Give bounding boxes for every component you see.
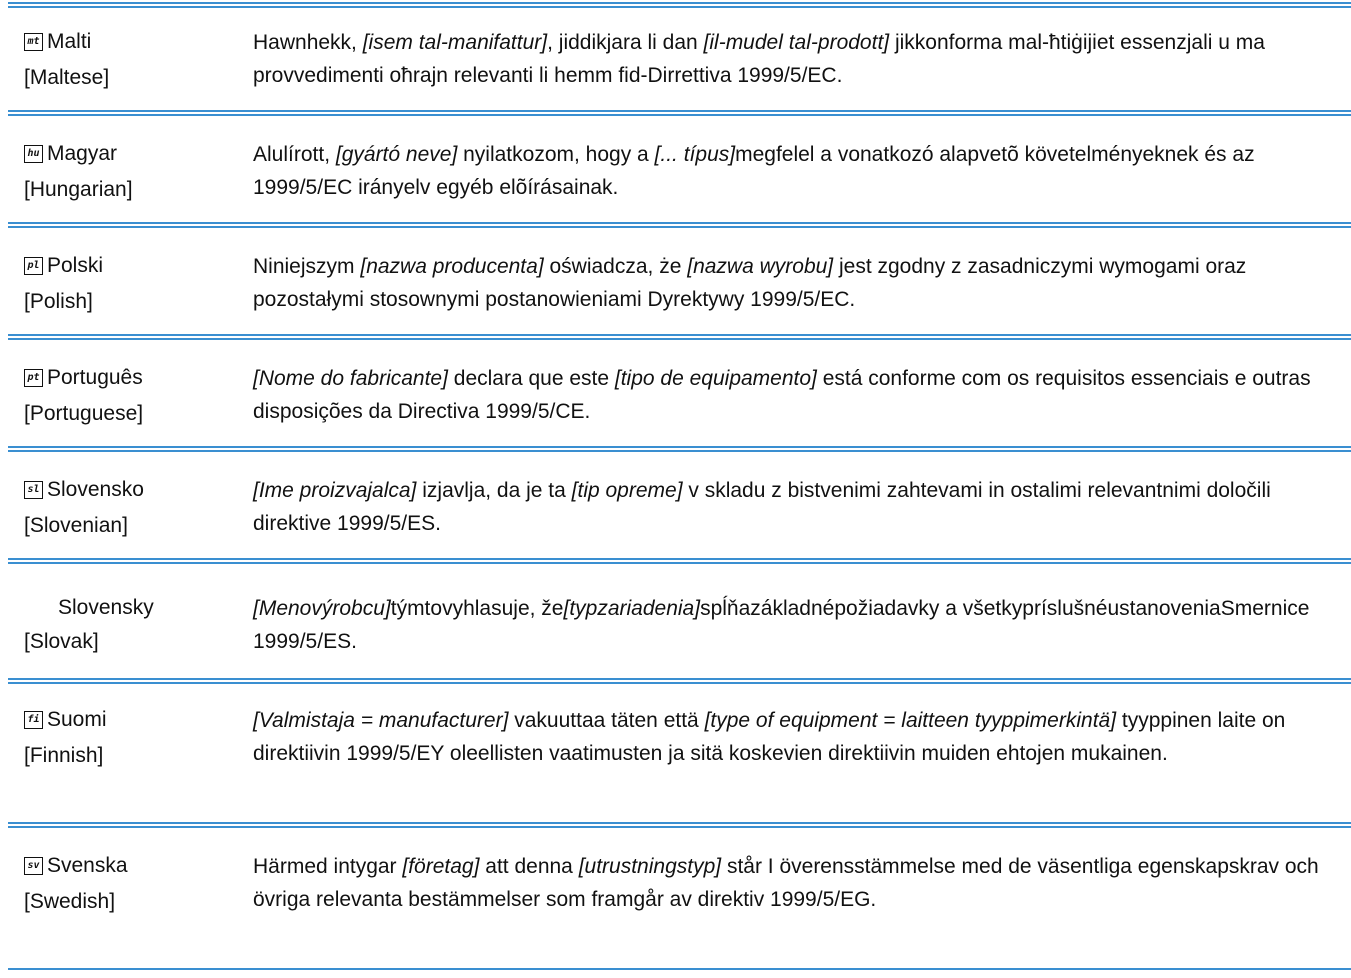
text-segment: spĺňazákladnépožiadavky a všetkypríslušnéustanoveniaSmernice 1999/5/ES.: [253, 597, 1310, 653]
text-segment: izjavlja, da je ta: [416, 479, 572, 502]
declaration-text: [253, 26, 1333, 92]
language-english: [Finnish]: [24, 744, 104, 767]
declaration-text: [253, 362, 1333, 428]
bottom-divider: [8, 966, 1351, 972]
declaration-text: [253, 850, 1333, 916]
language-english: [Slovenian]: [24, 514, 128, 537]
placeholder-text: [nazwa producenta]: [360, 255, 544, 278]
placeholder-text: [företag]: [402, 855, 480, 878]
placeholder-text: [Menovýrobcu]: [253, 597, 391, 620]
text-segment: jest zgodny z zasadniczymi wymogami oraz pozostałymi stosownymi postanowieniami Dyrektywy 1999/5/EC.: [253, 255, 1247, 311]
placeholder-text: [isem tal-manifattur]: [362, 31, 548, 54]
text-segment: týmtovyhlasuje, že: [390, 597, 564, 620]
declaration-text: [253, 474, 1333, 540]
placeholder-text: [nazwa wyrobu]: [687, 255, 834, 278]
language-cell: [24, 474, 234, 542]
text-segment: jikkonforma mal-ħtiġijiet essenzjali u ma provvedimenti oħrajn relevanti li hemm fid-Dirrettiva 1999/5/EC.: [253, 31, 1265, 87]
placeholder-text: [Ime proizvajalca]: [253, 479, 417, 502]
language-cell: [24, 704, 234, 772]
language-english: [Slovak]: [24, 630, 99, 653]
language-english: [Maltese]: [24, 66, 110, 89]
language-name: Svenska: [47, 854, 128, 877]
language-cell: [24, 850, 234, 918]
declaration-text: [253, 138, 1333, 204]
sl-flag-icon: sl: [24, 481, 43, 499]
language-name: Suomi: [47, 708, 107, 731]
row-divider: [8, 110, 1351, 116]
row-divider: [8, 222, 1351, 228]
placeholder-text: [tipo de equipamento]: [614, 367, 817, 390]
placeholder-text: [Nome do fabricante]: [253, 367, 448, 390]
hu-flag-icon: hu: [24, 145, 43, 163]
row-divider: [8, 822, 1351, 828]
language-name: Português: [47, 366, 143, 389]
row-divider: [8, 558, 1351, 564]
text-segment: Härmed intygar: [253, 855, 403, 878]
pt-flag-icon: pt: [24, 369, 43, 387]
language-cell: [24, 250, 234, 318]
placeholder-text: [gyártó neve]: [335, 143, 458, 166]
mt-flag-icon: mt: [24, 33, 43, 51]
text-segment: Niniejszym: [253, 255, 361, 278]
language-english: [Swedish]: [24, 890, 116, 913]
placeholder-text: [... típus]: [654, 143, 736, 166]
text-segment: står I överensstämmelse med de väsentliga egenskapskrav och övriga relevanta bestämmelser som framgår av direktiv 1999/5/EG.: [253, 855, 1319, 911]
text-segment: declara que este: [447, 367, 615, 390]
language-name: Malti: [47, 30, 92, 53]
placeholder-text: [utrustningstyp]: [578, 855, 722, 878]
language-english: [Polish]: [24, 290, 93, 313]
declaration-text: [253, 592, 1333, 658]
text-segment: v skladu z bistvenimi zahtevami in ostalimi relevantnimi določili direktive 1999/5/ES.: [253, 479, 1271, 535]
text-segment: oświadcza, że: [543, 255, 688, 278]
placeholder-text: [typzariadenia]: [563, 597, 701, 620]
text-segment: tyyppinen laite on direktiivin 1999/5/EY oleellisten vaatimusten ja sitä koskevien direktiivin muiden ehtojen mukainen.: [253, 709, 1286, 765]
language-cell: [24, 362, 234, 430]
pl-flag-icon: pl: [24, 257, 43, 275]
language-english: [Hungarian]: [24, 178, 133, 201]
row-divider: [8, 678, 1351, 684]
text-segment: nyilatkozom, hogy a: [457, 143, 655, 166]
language-name: Magyar: [47, 142, 118, 165]
text-segment: , jiddikjara li dan: [547, 31, 704, 54]
language-name: Slovensko: [47, 478, 144, 501]
language-english: [Portuguese]: [24, 402, 144, 425]
text-segment: Hawnhekk,: [253, 31, 363, 54]
placeholder-text: [Valmistaja = manufacturer]: [253, 709, 509, 732]
text-segment: está conforme com os requisitos essenciais e outras disposições da Directiva 1999/5/CE.: [253, 367, 1311, 423]
text-segment: att denna: [479, 855, 579, 878]
placeholder-text: [tip opreme]: [571, 479, 683, 502]
fi-flag-icon: fi: [24, 711, 43, 729]
text-segment: vakuuttaa täten että: [508, 709, 705, 732]
row-divider: [8, 334, 1351, 340]
declaration-text: [253, 250, 1333, 316]
language-name: Polski: [47, 254, 104, 277]
language-cell: [24, 592, 234, 658]
placeholder-text: [il-mudel tal-prodott]: [703, 31, 890, 54]
language-cell: [24, 138, 234, 206]
placeholder-text: [type of equipment = laitteen tyyppimerkintä]: [704, 709, 1117, 732]
top-divider: [8, 2, 1351, 8]
text-segment: megfelel a vonatkozó alapvetõ követelményeknek és az 1999/5/EC irányelv egyéb elõírásainak.: [253, 143, 1255, 199]
sv-flag-icon: sv: [24, 857, 43, 875]
row-divider: [8, 446, 1351, 452]
language-cell: [24, 26, 234, 94]
text-segment: Alulírott,: [253, 143, 336, 166]
declaration-text: [253, 704, 1333, 770]
language-name: Slovensky: [58, 596, 154, 619]
